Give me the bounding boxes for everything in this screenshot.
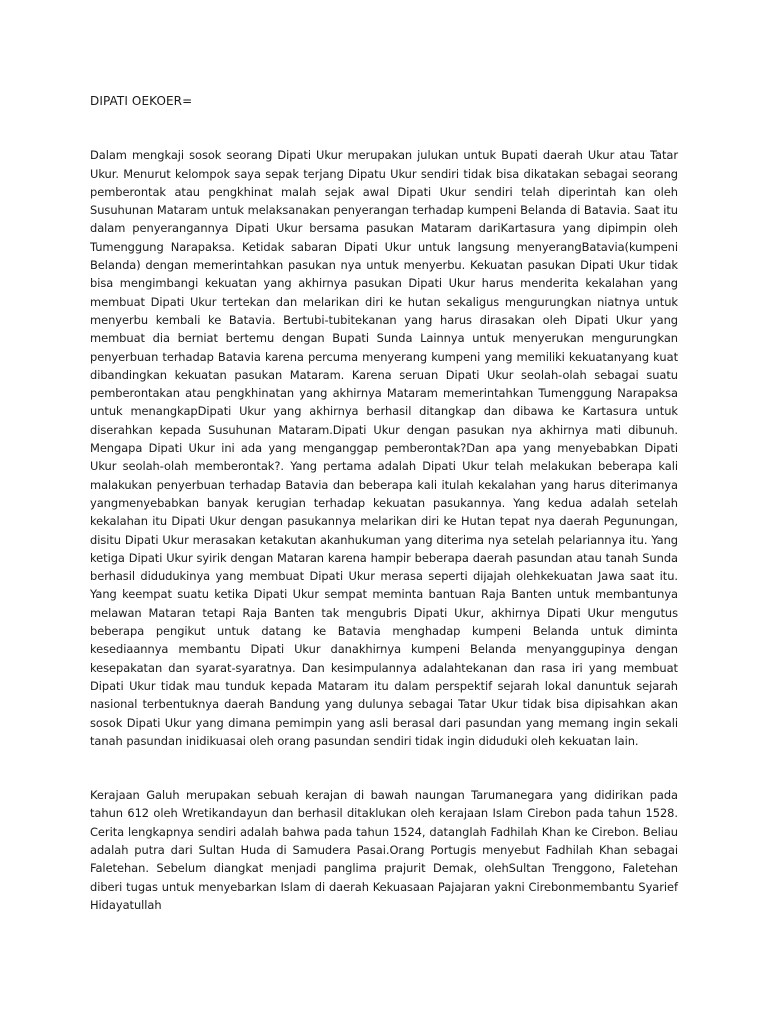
paragraph-dipati-ukur: Dalam mengkaji sosok seorang Dipati Ukur merupakan julukan untuk Bupati daerah Ukur atau Tatar Ukur. Menurut kelompok saya sepak terjang Dipatu Ukur sendiri tidak bisa dikatakan sebagai seorang pemberontak atau pengkhinat malah sejak awal Dipati Ukur sendiri telah diperintah kan oleh Susuhunan Mataram untuk melaksanakan penyerangan terhadap kumpeni Belanda di Batavia. Saat itu dalam penyerangannya Dipati Ukur bersama pasukan Mataram dariKartasura yang dipimpin oleh Tumenggung Narapaksa. Ketidak sabaran Dipati Ukur untuk langsung menyerangBatavia(kumpeni Belanda) dengan memerintahkan pasukan nya untuk menyerbu. Kekuatan pasukan Dipati Ukur tidak bisa mengimbangi kekuatan yang akhirnya pasukan Dipati Ukur harus menderita kekalahan yang membuat Dipati Ukur tertekan dan melarikan diri ke hutan sekaligus mengurungkan niatnya untuk menyerbu kembali ke Batavia. Bertubi-tubitekanan yang harus dirasakan oleh Dipati Ukur yang membuat dia berniat bertemu dengan Bupati Sunda Lainnya untuk menyerukan mengurungkan penyerbuan terhadap Batavia karena percuma menyerang kumpeni yang memiliki kekuatanyang kuat dibandingkan kekuatan pasukan Mataram. Karena seruan Dipati Ukur seolah-olah sebagai suatu pemberontakan atau pengkhinatan yang akhirnya Mataram memerintahkan Tumenggung Narapaksa untuk menangkapDipati Ukur yang akhirnya berhasil ditangkap dan dibawa ke Kartasura untuk diserahkan kepada Susuhunan Mataram.Dipati Ukur dengan pasukan nya akhirnya mati dibunuh. Mengapa Dipati Ukur ini ada yang menganggap pemberontak?Dan apa yang menyebabkan Dipati Ukur seolah-olah memberontak?. Yang pertama adalah Dipati Ukur telah melakukan beberapa kali malakukan penyerbuan terhadap Batavia dan beberapa kali itulah kekalahan yang harus diterimanya yangmenyebabkan banyak kerugian terhadap kekuatan pasukannya. Yang kedua adalah setelah kekalahan itu Dipati Ukur dengan pasukannya melarikan diri ke Hutan tepat nya daerah Pegunungan, disitu Dipati Ukur merasakan ketakutan akanhukuman yang diterima nya setelah pelariannya itu. Yang ketiga Dipati Ukur syirik dengan Mataran karena hampir beberapa daerah pasundan atau tanah Sunda berhasil didudukinya yang membuat Dipati Ukur merasa seperti dijajah olehkekuatan Jawa saat itu. Yang keempat suatu ketika Dipati Ukur sempat meminta bantuan Raja Banten untuk membantunya melawan Mataran tetapi Raja Banten tak mengubris Dipati Ukur, akhirnya Dipati Ukur mengutus beberapa pengikut untuk datang ke Batavia menghadap kumpeni Belanda untuk diminta kesediaannya membantu Dipati Ukur danakhirnya kumpeni Belanda menyanggupinya dengan kesepakatan dan syarat-syaratnya. Dan kesimpulannya adalahtekanan dan rasa iri yang membuat Dipati Ukur tidak mau tunduk kepada Mataram itu dalam perspektif sejarah lokal danuntuk sejarah nasional terbentuknya daerah Bandung yang dulunya sebagai Tatar Ukur tidak bisa dipisahkan akan sosok Dipati Ukur yang dimana pemimpin yang asli berasal dari pasundan yang memang ingin sekali tanah pasundan inidikuasai oleh orang pasundan sendiri tidak ingin diduduki oleh kekuatan lain.: [90, 148, 678, 748]
document-title: DIPATI OEKOER=: [90, 94, 193, 108]
paragraph-kerajaan-galuh: Kerajaan Galuh merupakan sebuah kerajan di bawah naungan Tarumanegara yang didirikan pada tahun 612 oleh Wretikandayun dan berhasil ditaklukan oleh kerajaan Islam Cirebon pada tahun 1528. Cerita lengkapnya sendiri adalah bahwa pada tahun 1524, datanglah Fadhilah Khan ke Cirebon. Beliau adalah putra dari Sultan Huda di Samudera Pasai.Orang Portugis menyebut Fadhilah Khan sebagai Faletehan. Sebelum diangkat menjadi panglima prajurit Demak, olehSultan Trenggono, Faletehan diberi tugas untuk menyebarkan Islam di daerah Kekuasaan Pajajaran yakni Cirebonmembantu Syarief Hidayatullah: [90, 788, 678, 912]
